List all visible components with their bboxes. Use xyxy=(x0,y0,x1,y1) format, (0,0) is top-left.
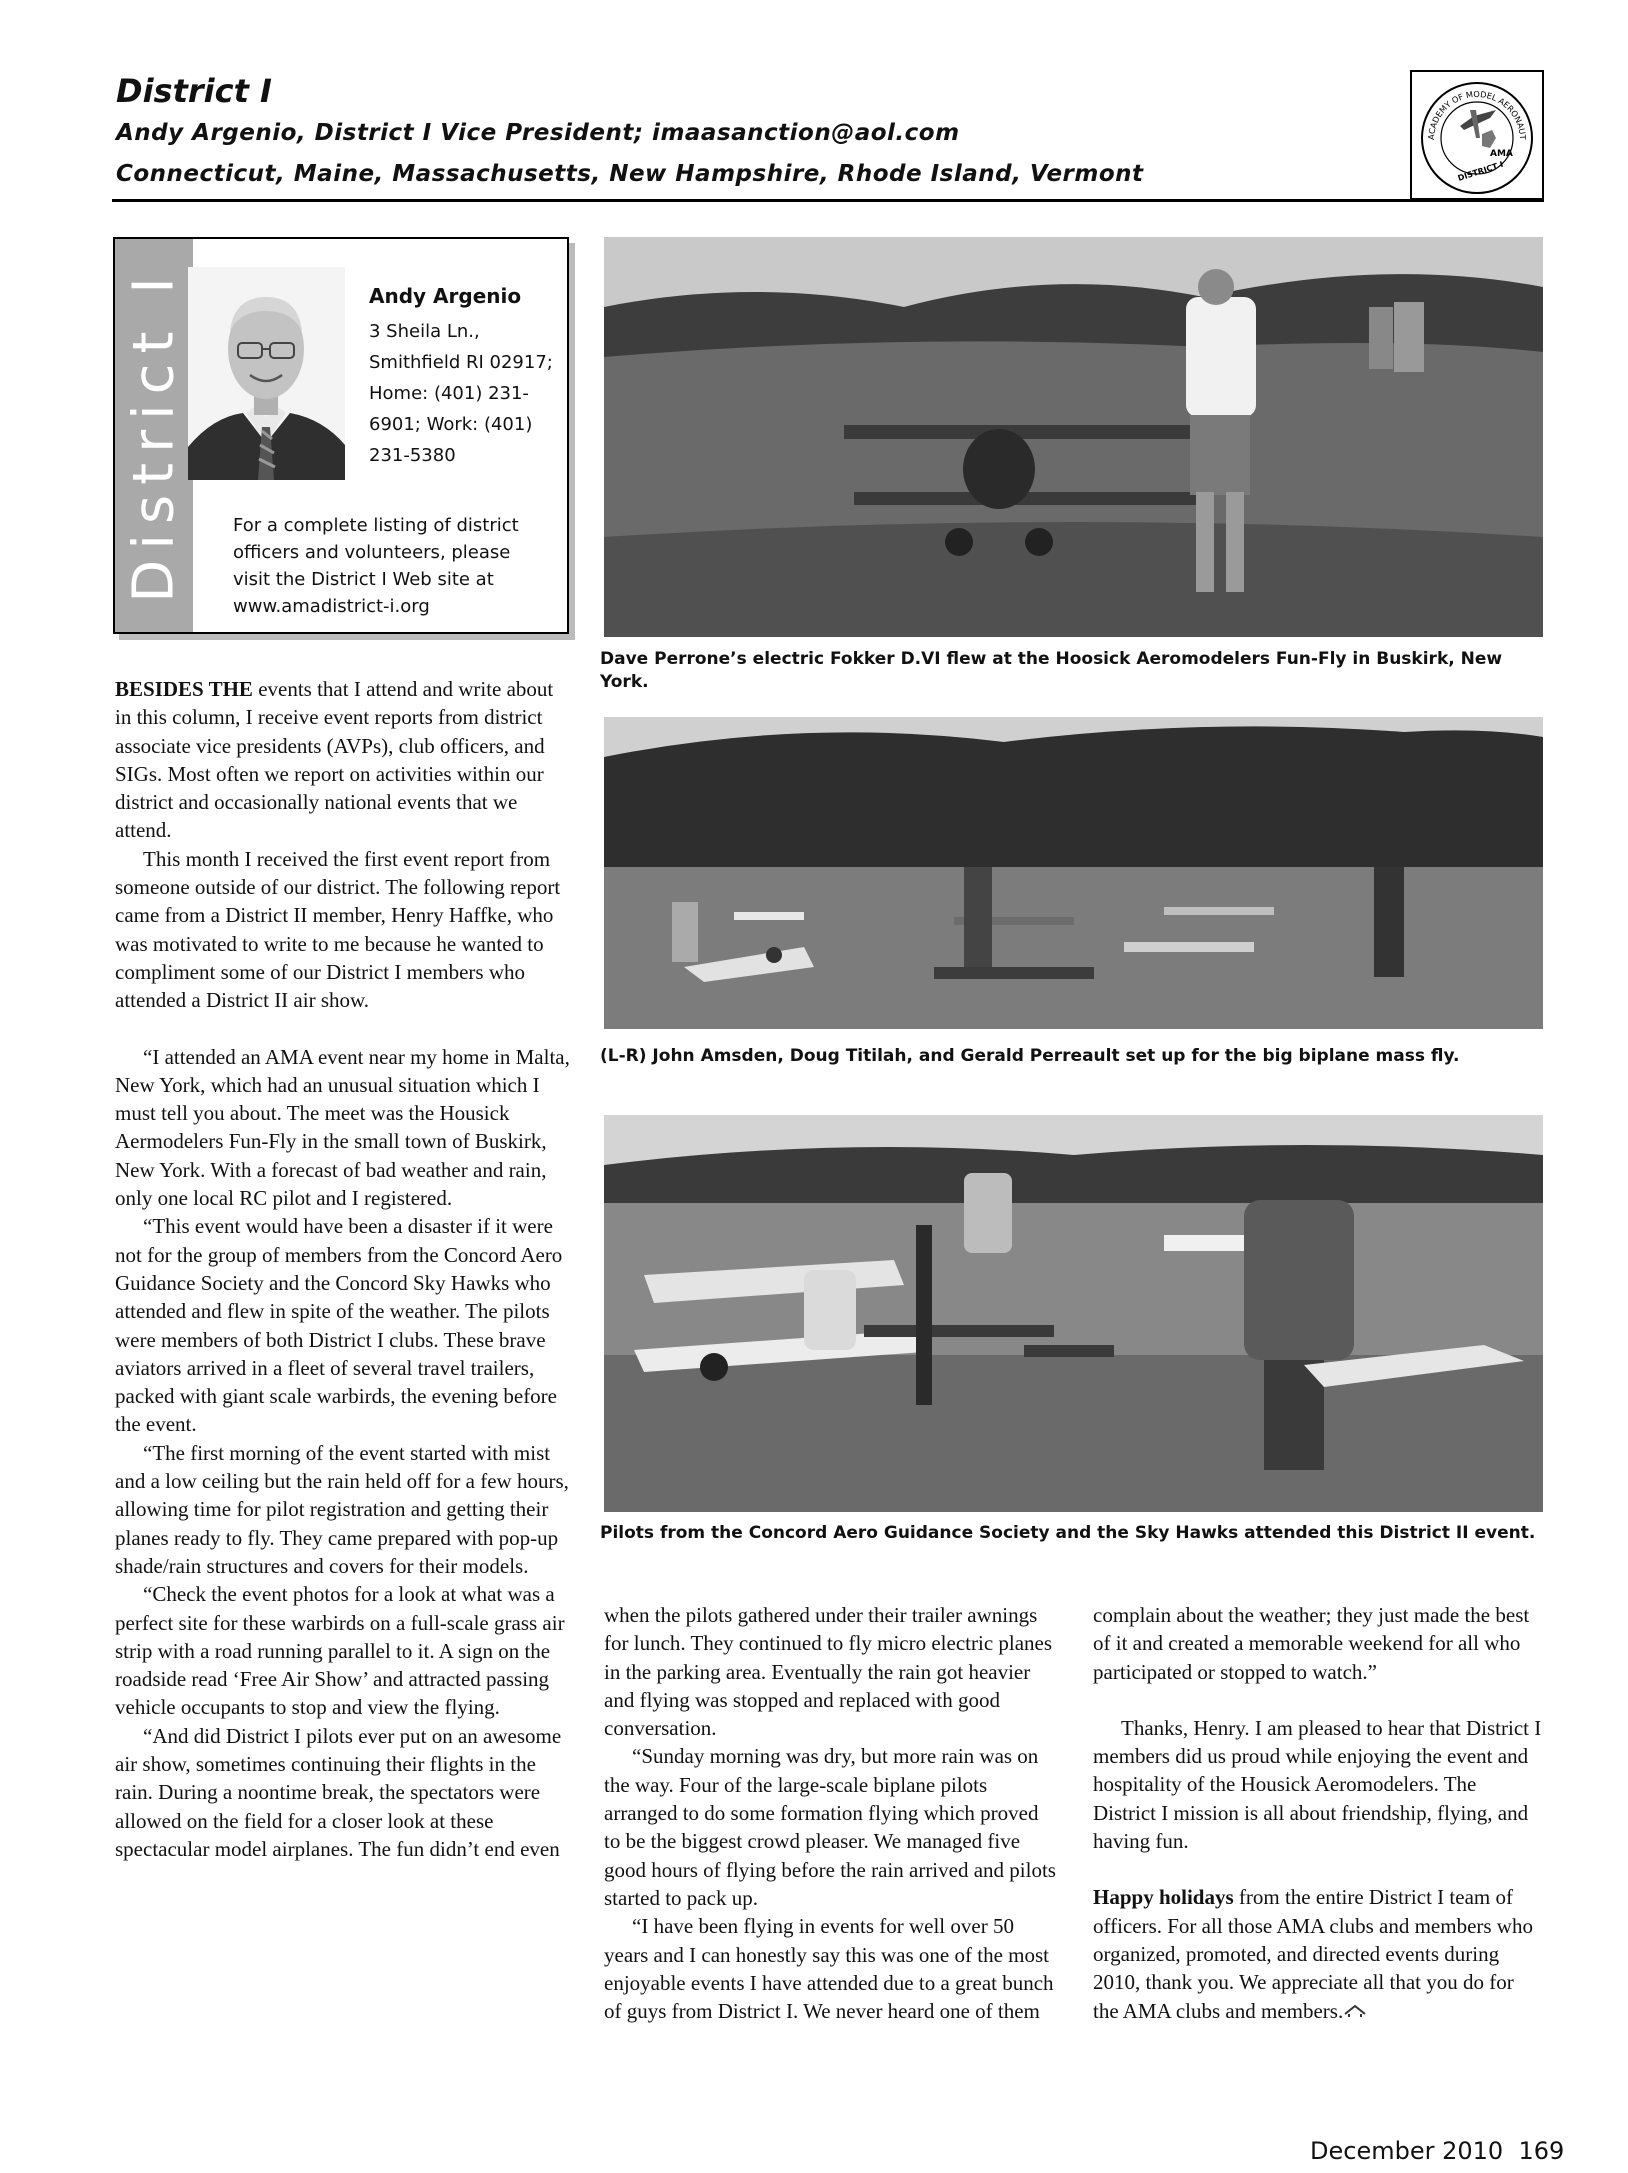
article-column-1 xyxy=(115,675,570,1863)
paragraph: “Check the event photos for a look at what was a perfect site for these warbirds on a full-scale grass air strip with a road running parallel to it. A sign on the roadside read ‘Free Air Show’ and attracted passing vehicle occupants to stop and view the flying. xyxy=(115,1582,565,1720)
page-footer xyxy=(1310,2137,1564,2165)
states-line: Connecticut, Maine, Massachusetts, New Hampshire, Rhode Island, Vermont xyxy=(116,161,1144,187)
person-address: 3 Sheila Ln., Smithfield RI 02917; Home: (401) 231-6901; Work: (401) 231-5380 xyxy=(369,321,553,466)
district-website-note: For a complete listing of district officers and volunteers, please visit the District I Web site at www.amadistrict-i.org xyxy=(233,515,519,617)
seal-text: ACADEMY OF MODEL AERONAUT xyxy=(1425,88,1529,141)
caption-photo-2: (L-R) John Amsden, Doug Titilah, and Gerald Perreault set up for the big biplane mass fly. xyxy=(600,1046,1460,1066)
district-band xyxy=(115,239,193,632)
seal-ama: AMA xyxy=(1490,149,1513,159)
paragraph: when the pilots gathered under their trailer awnings for lunch. They continued to fly micro electric planes in the parking area. Eventually the rain got heavier and flying was stopped and replaced with good conversation. xyxy=(604,1603,1053,1741)
article-column-3 xyxy=(1093,1601,1543,2025)
paragraph: Thanks, Henry. I am pleased to hear that District I members did us proud while enjoying the event and hospitality of the Housick Aeromodelers. The District I mission is all about friendship, flying, and having fun. xyxy=(1093,1715,1542,1854)
page-number: 169 xyxy=(1518,2137,1565,2165)
district-seal-logo xyxy=(1410,70,1544,200)
vice-president-line: Andy Argenio, District I Vice President; imaasanction@aol.com xyxy=(116,120,960,146)
ama-end-mark-icon xyxy=(1343,2004,1367,2018)
paragraph: complain about the weather; they just made the best of it and created a memorable weekend for all who participated or stopped to watch.” xyxy=(1093,1603,1530,1684)
article-column-2 xyxy=(604,1601,1059,2025)
paragraph: “The first morning of the event started with mist and a low ceiling but the rain held off for a few hours, allowing time for pilot registration and getting their planes ready to fly. They came prepared with pop-up shade/rain structures and covers for their models. xyxy=(115,1440,569,1578)
caption-photo-1: Dave Perrone’s electric Fokker D.VI flew at the Hoosick Aeromodelers Fun-Fly in Buskirk, New York. xyxy=(600,649,1503,692)
svg-text:ACADEMY OF MODEL AERONAUTICS xyxy=(1412,72,1528,141)
photo-biplanes xyxy=(604,717,1543,1029)
person-name: Andy Argenio xyxy=(369,284,522,308)
paragraph: “Sunday morning was dry, but more rain was on the way. Four of the large-scale biplane pilots arranged to do some formation flying which proved to be the biggest crowd pleaser. We managed five good hours of flying before the rain arrived and pilots started to pack up. xyxy=(604,1744,1056,1910)
header-rule xyxy=(112,199,1544,202)
paragraph: “And did District I pilots ever put on an awesome air show, sometimes continuing their flights in the rain. During a noontime break, the spectators were allowed on the field for a closer look at these spectacular model airplanes. The fun didn’t end even xyxy=(115,1723,562,1861)
paragraph-holidays: Happy holidays from the entire District I team of officers. For all those AMA clubs and members who organized, promoted, and directed events during 2010, thank you. We appreciate all that you do for the AMA clubs and members. xyxy=(1093,1885,1533,2023)
issue-date: December 2010 xyxy=(1310,2137,1504,2165)
section-title: District I xyxy=(116,72,272,110)
district-band-label: District I xyxy=(121,267,187,603)
paragraph: “This event would have been a disaster if it were not for the group of members from the Concord Aero Guidance Society and the Concord Sky Hawks who attended and flew in spite of the weather. The pilots were members of both District I clubs. These brave aviators arrived in a fleet of several travel trailers, packed with giant scale warbirds, the evening before the event. xyxy=(115,1214,563,1437)
paragraph-intro: BESIDES THE events that I attend and write about in this column, I receive event reports from district associate vice presidents (AVPs), club officers, and SIGs. Most often we report on activities within our district and occasionally national events that we attend. xyxy=(115,677,554,843)
photo-fokker xyxy=(604,237,1543,637)
paragraph: “I have been flying in events for well over 50 years and I can honestly say this was one of the most enjoyable events I have attended due to a great bunch of guys from District I. We never heard one of them xyxy=(604,1914,1054,2024)
photo-pilots-setup xyxy=(604,1115,1543,1512)
seal-district: DISTRICT I xyxy=(1456,159,1505,183)
caption-photo-3: Pilots from the Concord Aero Guidance Society and the Sky Hawks attended this District II event. xyxy=(600,1523,1536,1543)
seal-icon xyxy=(1412,72,1542,198)
paragraph-intro-lead: BESIDES THE xyxy=(115,677,253,701)
profile-box xyxy=(113,237,569,634)
paragraph: “I attended an AMA event near my home in Malta, New York, which had an unusual situation which I must tell you about. The meet was the Housick Aermodelers Fun-Fly in the small town of Buskirk, New York. With a forecast of bad weather and rain, only one local RC pilot and I registered. xyxy=(115,1044,570,1211)
paragraph: This month I received the first event report from someone outside of our district. The following report came from a District II member, Henry Haffke, who was motivated to write to me because he wanted to compliment some of our District I members who attended a District II air show. xyxy=(115,846,561,1013)
vice-president-portrait xyxy=(188,267,345,480)
